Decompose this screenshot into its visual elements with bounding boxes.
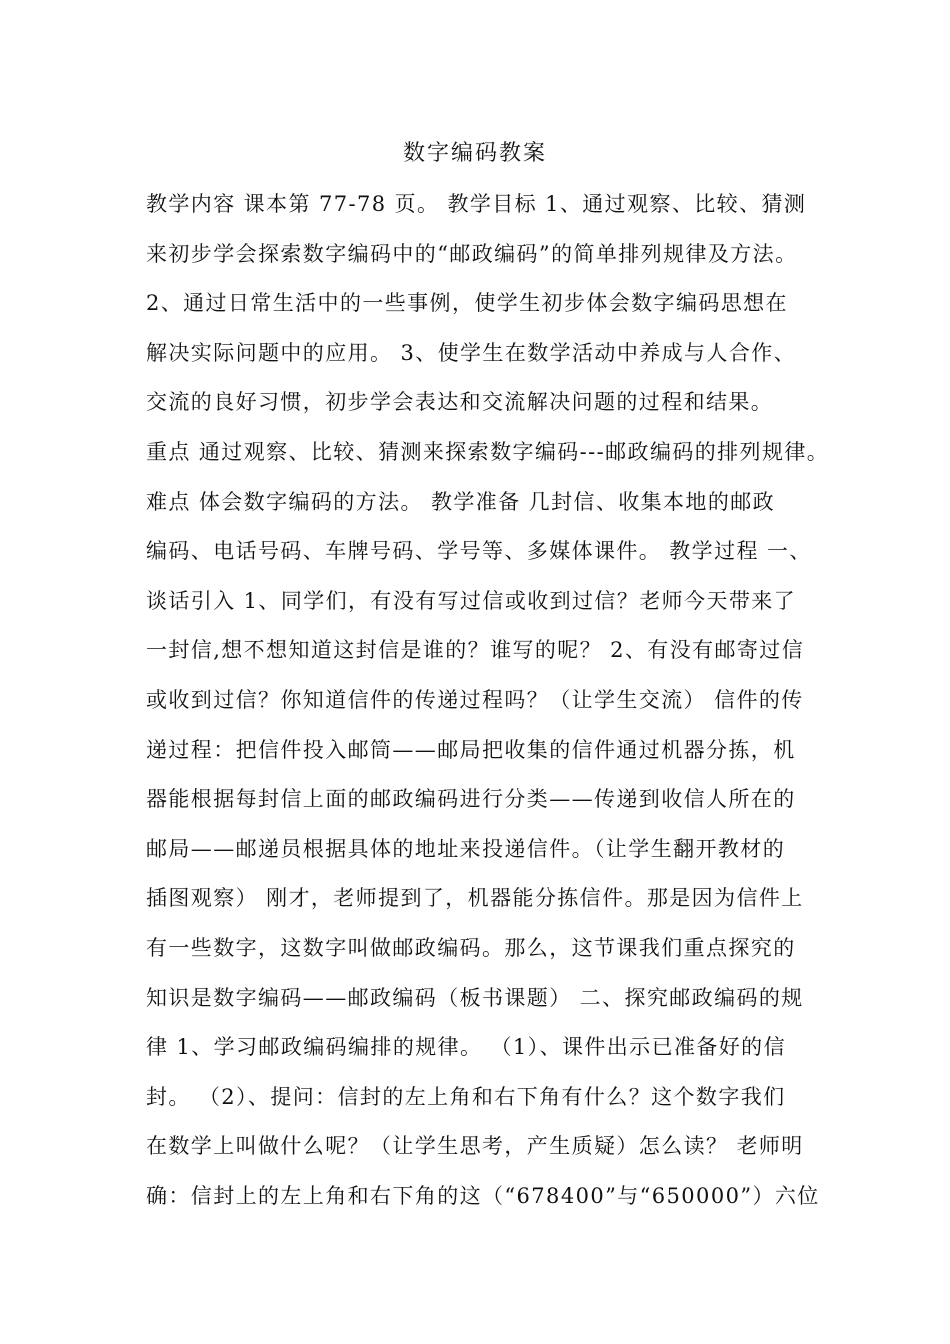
- text-line: 编码、电话号码、车牌号码、学号等、多媒体课件。 教学过程 一、: [146, 539, 812, 564]
- text-line: 律 1、学习邮政编码编排的规律。 （1）、课件出示已准备好的信: [146, 1035, 786, 1060]
- text-line: 一封信,想不想知道这封信是谁的？谁写的呢？ 2、有没有邮寄过信: [146, 638, 805, 663]
- document-title: 数字编码教案: [402, 141, 547, 166]
- text-line: 插图观察） 刚才，老师提到了，机器能分拣信件。那是因为信件上: [146, 886, 804, 911]
- text-line: 重点 通过观察、比较、猜测来探索数字编码---邮政编码的排列规律。: [146, 439, 830, 464]
- text-line: 2、通过日常生活中的一些事例，使学生初步体会数字编码思想在: [146, 291, 788, 316]
- text-line: 来初步学会探索数字编码中的“邮政编码”的简单排列规律及方法。: [146, 241, 798, 266]
- text-line: 递过程：把信件投入邮筒——邮局把收集的信件通过机器分拣，机: [146, 737, 796, 762]
- text-line: 交流的良好习惯，初步学会表达和交流解决问题的过程和结果。: [146, 390, 774, 415]
- text-line: 在数学上叫做什么呢？（让学生思考，产生质疑）怎么读？ 老师明: [146, 1134, 804, 1159]
- text-line: 难点 体会数字编码的方法。 教学准备 几封信、收集本地的邮政: [146, 489, 776, 514]
- text-line: 教学内容 课本第 77-78 页。 教学目标 1、通过观察、比较、猜测: [146, 192, 807, 216]
- document-body: [146, 180, 830, 1221]
- text-line: 知识是数字编码——邮政编码（板书课题） 二、探究邮政编码的规: [146, 985, 804, 1010]
- text-line: 确：信封上的左上角和右下角的这（“678400”与“650000”）六位: [146, 1183, 820, 1208]
- text-line: 邮局——邮递员根据具体的地址来投递信件。（让学生翻开教材的: [146, 836, 786, 861]
- text-line: 谈话引入 1、同学们，有没有写过信或收到过信？老师今天带来了: [146, 588, 797, 613]
- text-line: 解决实际问题中的应用。 3、使学生在数学活动中养成与人合作、: [146, 340, 797, 365]
- text-line: 有一些数字，这数字叫做邮政编码。那么，这节课我们重点探究的: [146, 935, 796, 960]
- text-line: 或收到过信？你知道信件的传递过程吗？（让学生交流） 信件的传: [146, 687, 804, 712]
- text-line: 器能根据每封信上面的邮政编码进行分类——传递到收信人所在的: [146, 787, 796, 812]
- text-line: 封。 （2）、提问：信封的左上角和右下角有什么？这个数字我们: [146, 1084, 786, 1109]
